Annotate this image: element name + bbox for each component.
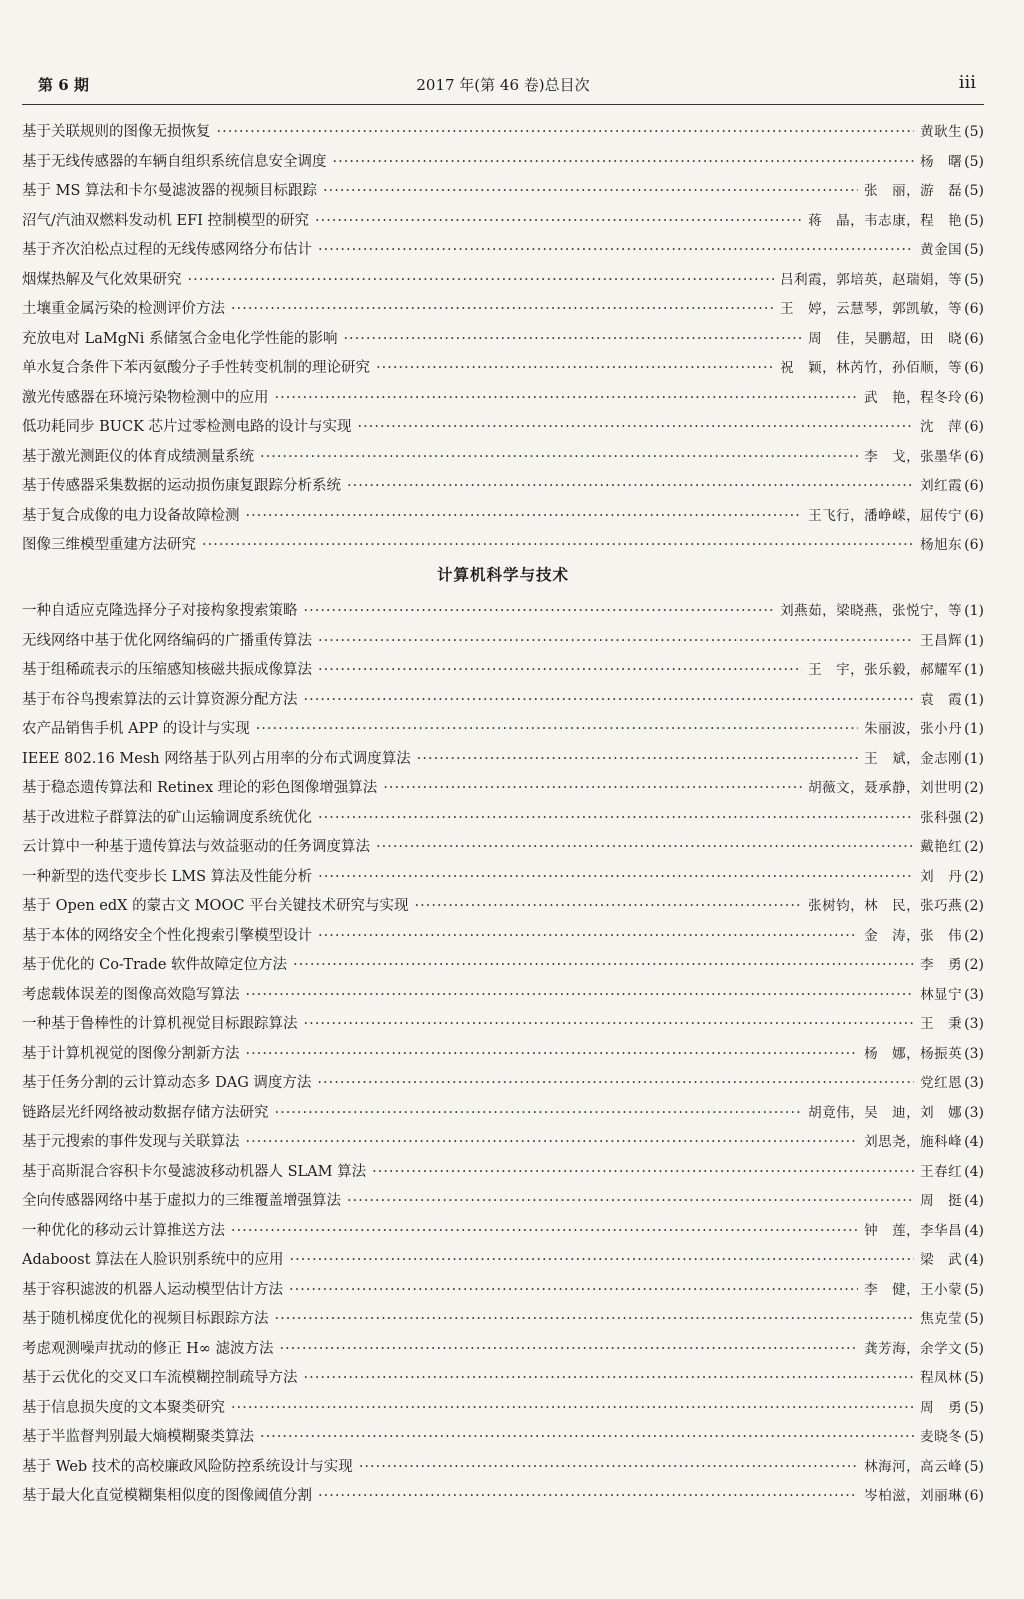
toc-entry [22,472,984,502]
entry-authors: 钟 莲，李华昌 [864,1222,963,1239]
entry-authors: 张树钧，林 民，张巧燕 [808,898,963,914]
entry-authors: 党红恩 [920,1075,963,1091]
entry-title: 一种自适应克隆选择分子对接构象搜索策略 [22,603,298,619]
entry-title: 基于 Open edX 的蒙古文 MOOC 平台关键技术研究与实现 [22,898,409,914]
dot-leader [217,118,915,148]
entry-authors: 刘红霞 [920,478,963,494]
toc-entry [22,177,984,207]
dot-leader [376,833,914,863]
dot-leader [315,207,802,237]
dot-leader [260,443,858,473]
dot-leader [279,1335,858,1365]
toc-entry [22,413,984,443]
entry-issue: (4) [964,1222,984,1239]
entry-authors: 杨 娜，杨振英 [864,1045,963,1062]
toc-entry [22,148,984,178]
toc-entry [22,354,984,384]
dot-leader [323,177,858,207]
entry-title: 基于本体的网络安全个性化搜索引擎模型设计 [22,927,312,944]
toc-entry [22,774,984,804]
toc-entry [22,1276,984,1306]
entry-issue: (5) [964,1340,984,1357]
toc-entry [22,863,984,893]
entry-authors: 黄金国 [920,242,963,258]
entry-issue: (4) [964,1163,984,1180]
dot-leader [318,1482,858,1512]
dot-leader [415,892,803,922]
dot-leader [289,1276,858,1306]
entry-issue: (1) [964,632,984,649]
entry-authors: 张科强 [920,809,963,826]
entry-title: 基于改进粒子群算法的矿山运输调度系统优化 [22,809,312,826]
dot-leader [304,1364,915,1394]
toc-entry [22,892,984,922]
entry-title: 沼气/汽油双燃料发动机 EFI 控制模型的研究 [22,212,309,229]
dot-leader [318,922,858,952]
entry-title: 基于齐次泊松点过程的无线传感网络分布估计 [22,242,312,258]
entry-issue: (5) [964,1311,984,1327]
issue-number: 第 6 期 [38,76,89,94]
running-title: 2017 年(第 46 卷)总目次 [416,76,590,94]
entry-title: 一种新型的迭代变步长 LMS 算法及性能分析 [22,868,313,885]
dot-leader [359,1453,858,1483]
entry-issue: (2) [964,809,984,826]
entry-issue: (4) [964,1134,984,1150]
entry-issue: (3) [964,1016,984,1032]
toc-entry [22,1158,984,1188]
entry-issue: (5) [964,1399,984,1416]
entry-authors: 黄耿生 [920,124,963,140]
entry-issue: (6) [964,301,984,317]
header-rule [22,104,984,105]
entry-title: 激光传感器在环境污染物检测中的应用 [22,389,269,406]
entry-issue: (5) [964,153,984,170]
entry-issue: (6) [964,389,984,406]
toc-entry [22,1453,984,1483]
entry-authors: 袁 霞 [920,691,963,708]
entry-authors: 王飞行，潘峥嵘，屈传宁 [808,507,963,524]
toc-entry [22,1099,984,1129]
entry-title: 基于无线传感器的车辆自组织系统信息安全调度 [22,153,327,170]
entry-authors: 王 婷，云慧琴，郭凯敏，等 [780,301,963,317]
entry-title: 基于随机梯度优化的视频目标跟踪方法 [22,1311,269,1327]
entry-title: 基于元搜索的事件发现与关联算法 [22,1134,240,1150]
toc-entry [22,981,984,1011]
entry-authors: 岑柏滋，刘丽琳 [864,1488,963,1504]
dot-leader [246,502,803,532]
dot-leader [376,354,774,384]
toc-entry [22,804,984,834]
entry-title: 低功耗同步 BUCK 芯片过零检测电路的设计与实现 [22,419,352,435]
entry-title: 基于计算机视觉的图像分割新方法 [22,1045,240,1062]
entry-title: Adaboost 算法在人脸识别系统中的应用 [22,1252,284,1268]
entry-issue: (1) [964,721,984,737]
entry-title: 基于信息损失度的文本聚类研究 [22,1399,225,1416]
entry-title: 考虑观测噪声扰动的修正 H∞ 滤波方法 [22,1340,274,1357]
entry-title: 基于复合成像的电力设备故障检测 [22,507,240,524]
entry-authors: 林海河，高云峰 [864,1458,963,1475]
toc-entry [22,951,984,981]
section-heading: 计算机科学与技术 [436,566,569,584]
entry-authors: 龚芳海，余学文 [864,1340,963,1357]
entry-authors: 程凤林 [920,1370,963,1386]
dot-leader [343,325,802,355]
dot-leader [318,236,914,266]
entry-title: 基于云优化的交叉口车流模糊控制疏导方法 [22,1370,298,1386]
entry-authors: 张 丽，游 磊 [864,183,963,199]
entry-title: 土壤重金属污染的检测评价方法 [22,301,225,317]
toc-entry [22,1305,984,1335]
entry-issue: (6) [964,360,984,376]
entry-issue: (5) [964,124,984,140]
entry-issue: (3) [964,1045,984,1062]
entry-authors: 焦克莹 [920,1311,963,1327]
entry-authors: 金 涛，张 伟 [864,927,963,944]
toc-entry [22,715,984,745]
entry-title: 基于组稀疏表示的压缩感知核磁共振成像算法 [22,662,312,678]
entry-authors: 朱丽波，张小丹 [864,721,963,737]
entry-issue: (1) [964,662,984,678]
entry-issue: (2) [964,927,984,944]
entry-authors: 王 宇，张乐毅，郝耀军 [808,662,963,678]
entry-issue: (6) [964,448,984,465]
toc-list-top [22,118,984,561]
dot-leader [358,413,915,443]
toc-entry [22,207,984,237]
entry-authors: 李 勇 [920,957,963,973]
toc-entry [22,627,984,657]
entry-title: 基于优化的 Co-Trade 软件故障定位方法 [22,957,288,973]
toc-entry [22,1069,984,1099]
entry-authors: 梁 武 [920,1252,963,1268]
toc-entry [22,1246,984,1276]
entry-title: 全向传感器网络中基于虚拟力的三维覆盖增强算法 [22,1193,341,1209]
entry-title: 基于容积滤波的机器人运动模型估计方法 [22,1281,283,1298]
dot-leader [231,1217,858,1247]
dot-leader [246,981,915,1011]
entry-issue: (5) [964,212,984,229]
dot-leader [304,597,775,627]
dot-leader [318,863,914,893]
entry-issue: (5) [964,1429,984,1445]
dot-leader [318,804,914,834]
toc-entry [22,384,984,414]
entry-title: 基于稳态遗传算法和 Retinex 理论的彩色图像增强算法 [22,780,378,796]
toc-entry [22,1010,984,1040]
entry-title: 无线网络中基于优化网络编码的广播重传算法 [22,632,312,649]
entry-authors: 李 戈，张墨华 [864,448,963,465]
entry-issue: (4) [964,1252,984,1268]
entry-issue: (2) [964,957,984,973]
toc-list-computer-science [22,597,984,1512]
entry-authors: 武 艳，程冬玲 [864,389,963,406]
entry-title: 基于传感器采集数据的运动损伤康复跟踪分析系统 [22,478,341,494]
page-number: iii [958,72,976,93]
dot-leader [246,1128,859,1158]
entry-authors: 王 斌，金志刚 [864,750,963,767]
dot-leader [231,1394,914,1424]
entry-authors: 林显宁 [920,986,963,1003]
dot-leader [290,1246,915,1276]
entry-title: 链路层光纤网络被动数据存储方法研究 [22,1104,269,1121]
entry-issue: (6) [964,1488,984,1504]
dot-leader [318,627,914,657]
entry-title: 基于布谷鸟搜索算法的云计算资源分配方法 [22,691,298,708]
dot-leader [347,472,914,502]
dot-leader [417,745,858,775]
entry-issue: (2) [964,868,984,885]
dot-leader [246,1040,859,1070]
toc-entry [22,833,984,863]
entry-issue: (3) [964,1075,984,1091]
entry-issue: (6) [964,330,984,347]
toc-entry [22,1217,984,1247]
entry-title: 基于 MS 算法和卡尔曼滤波器的视频目标跟踪 [22,183,317,199]
entry-title: 单水复合条件下苯丙氨酸分子手性转变机制的理论研究 [22,360,370,376]
entry-title: 基于半监督判别最大熵模糊聚类算法 [22,1429,254,1445]
dot-leader [275,384,859,414]
entry-authors: 吕利霞，郭培英，赵瑞娟，等 [780,271,963,288]
entry-issue: (5) [964,1370,984,1386]
entry-issue: (3) [964,1104,984,1121]
entry-title: 图像三维模型重建方法研究 [22,537,196,553]
toc-entry [22,1482,984,1512]
entry-title: 一种基于鲁棒性的计算机视觉目标跟踪算法 [22,1016,298,1032]
toc-entry [22,745,984,775]
entry-authors: 祝 颖，林芮竹，孙佰顺，等 [780,360,963,376]
toc-entry [22,1187,984,1217]
page-header [22,74,984,104]
entry-authors: 周 勇 [920,1399,963,1416]
entry-title: 农产品销售手机 APP 的设计与实现 [22,721,250,737]
entry-authors: 麦晓冬 [920,1429,963,1445]
toc-entry [22,502,984,532]
dot-leader [275,1305,915,1335]
entry-authors: 周 挺 [920,1193,963,1209]
toc-entry [22,1364,984,1394]
toc-entry [22,1128,984,1158]
entry-authors: 王春红 [920,1163,963,1180]
toc-entry [22,1040,984,1070]
entry-authors: 王 秉 [920,1016,963,1032]
dot-leader [231,295,774,325]
entry-issue: (5) [964,1458,984,1475]
entry-issue: (2) [964,898,984,914]
dot-leader [304,686,915,716]
entry-issue: (5) [964,242,984,258]
entry-title: 基于高斯混合容积卡尔曼滤波移动机器人 SLAM 算法 [22,1163,367,1180]
entry-authors: 李 健，王小蒙 [864,1281,963,1298]
dot-leader [256,715,858,745]
entry-issue: (6) [964,419,984,435]
entry-authors: 杨 曙 [920,153,963,170]
dot-leader [318,656,802,686]
entry-issue: (6) [964,507,984,524]
dot-leader [293,951,914,981]
entry-authors: 刘 丹 [920,868,963,885]
entry-issue: (6) [964,537,984,553]
entry-authors: 蒋 晶，韦志康，程 艳 [808,212,963,229]
entry-issue: (5) [964,1281,984,1298]
entry-authors: 杨旭东 [920,537,963,553]
entry-authors: 刘燕茹，梁晓燕，张悦宁，等 [780,603,963,619]
entry-title: 基于 Web 技术的高校廉政风险防控系统设计与实现 [22,1458,353,1475]
entry-title: 一种优化的移动云计算推送方法 [22,1222,225,1239]
entry-authors: 胡竟伟，吴 迪，刘 娜 [808,1104,963,1121]
entry-issue: (1) [964,691,984,708]
entry-authors: 王昌辉 [920,632,963,649]
entry-title: 充放电对 LaMgNi 系储氢合金电化学性能的影响 [22,330,338,347]
entry-authors: 沈 萍 [920,419,963,435]
dot-leader [202,531,914,561]
entry-issue: (5) [964,271,984,288]
dot-leader [383,774,802,804]
entry-issue: (5) [964,183,984,199]
entry-title: 基于任务分割的云计算动态多 DAG 调度方法 [22,1075,312,1091]
entry-issue: (1) [964,603,984,619]
entry-title: 云计算中一种基于遗传算法与效益驱动的任务调度算法 [22,839,370,855]
dot-leader [333,148,915,178]
entry-issue: (1) [964,750,984,767]
toc-entry [22,597,984,627]
entry-authors: 周 佳，吴鹏超，田 晓 [808,330,963,347]
dot-leader [347,1187,914,1217]
dot-leader [188,266,775,296]
toc-entry [22,236,984,266]
entry-issue: (3) [964,986,984,1003]
toc-entry [22,1335,984,1365]
entry-title: 烟煤热解及气化效果研究 [22,271,182,288]
toc-entry [22,443,984,473]
entry-issue: (4) [964,1193,984,1209]
dot-leader [304,1010,915,1040]
entry-title: 基于最大化直觉模糊集相似度的图像阈值分割 [22,1488,312,1504]
entry-authors: 刘思尧，施科峰 [864,1134,963,1150]
toc-entry [22,266,984,296]
entry-title: IEEE 802.16 Mesh 网络基于队列占用率的分布式调度算法 [22,750,411,767]
toc-entry [22,656,984,686]
entry-issue: (2) [964,780,984,796]
entry-issue: (6) [964,478,984,494]
toc-entry [22,118,984,148]
dot-leader [275,1099,803,1129]
dot-leader [317,1069,914,1099]
dot-leader [260,1423,914,1453]
toc-entry [22,325,984,355]
entry-issue: (2) [964,839,984,855]
entry-authors: 胡薇文，聂承静，刘世明 [808,780,963,796]
toc-entry [22,686,984,716]
entry-authors: 戴艳红 [920,839,963,855]
dot-leader [372,1158,914,1188]
toc-entry [22,922,984,952]
entry-title: 考虑载体误差的图像高效隐写算法 [22,986,240,1003]
toc-entry [22,1394,984,1424]
entry-title: 基于激光测距仪的体育成绩测量系统 [22,448,254,465]
toc-entry [22,531,984,561]
entry-title: 基于关联规则的图像无损恢复 [22,124,211,140]
toc-entry [22,295,984,325]
toc-entry [22,1423,984,1453]
